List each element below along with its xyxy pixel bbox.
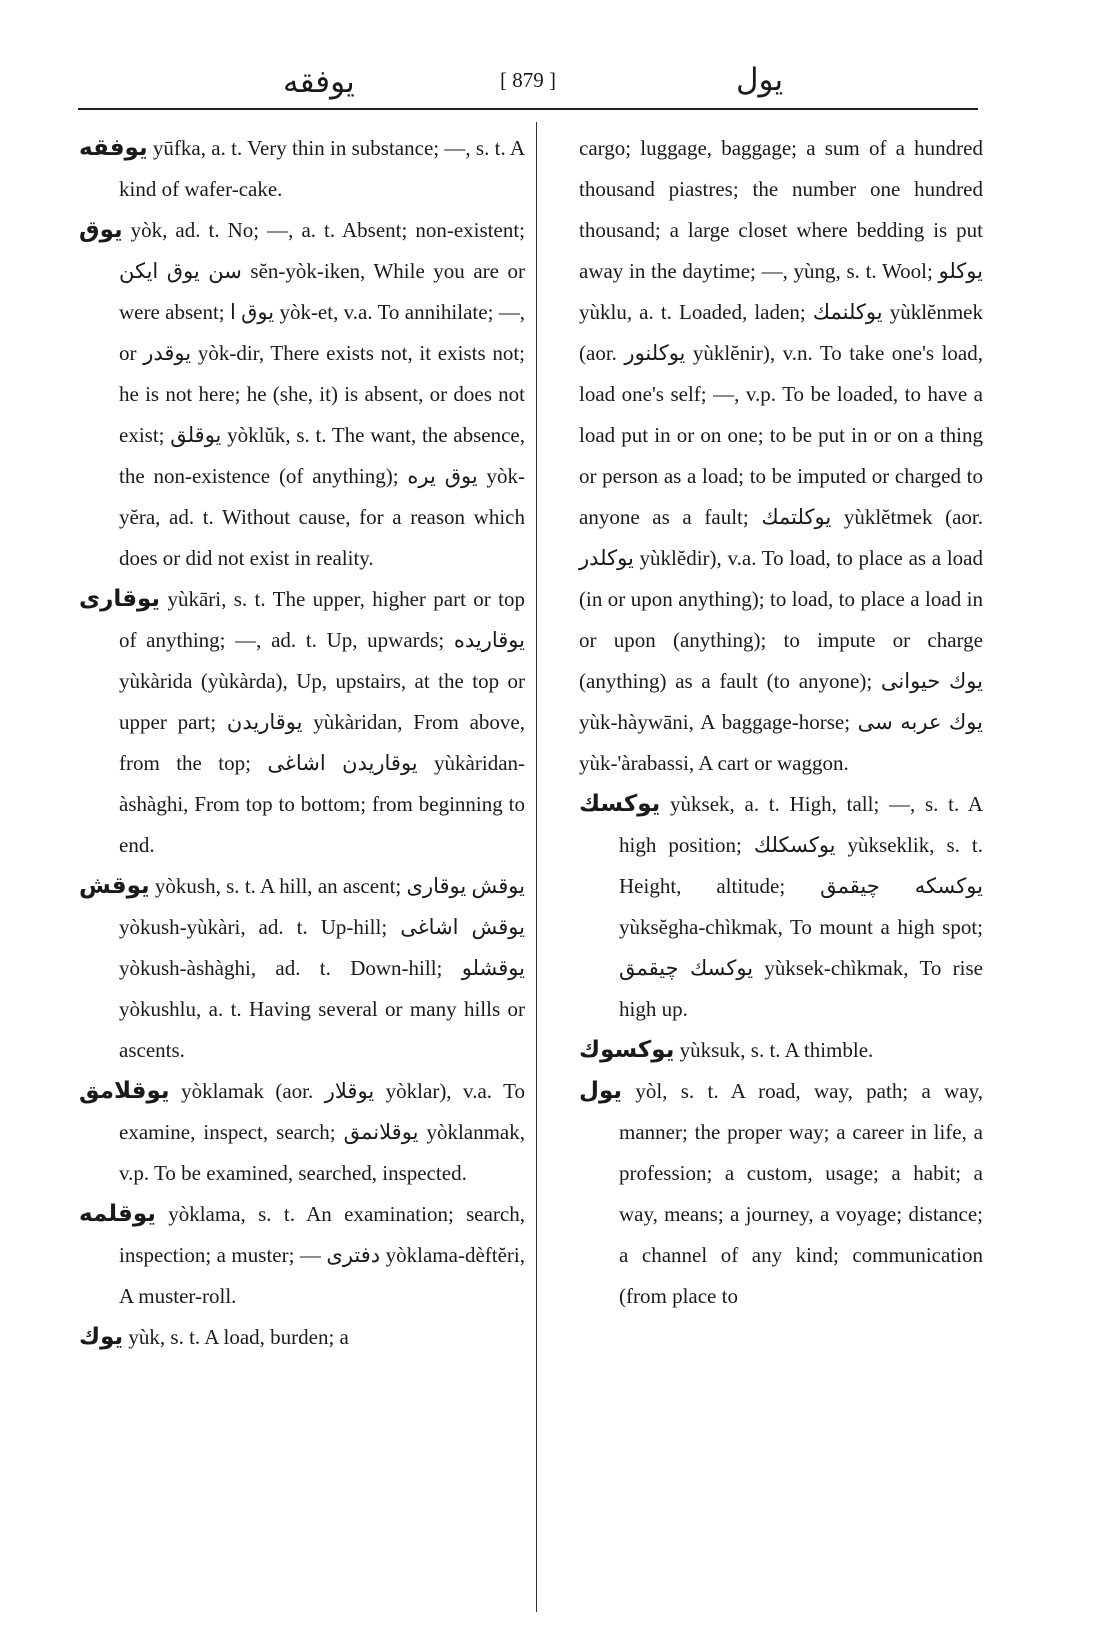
dictionary-entry <box>79 579 525 866</box>
right-column <box>579 128 983 1317</box>
header-right-word: يول <box>736 62 784 98</box>
entry-headword: يوكسوك <box>579 1037 675 1063</box>
entry-headword: يوقلامق <box>79 1078 170 1104</box>
entry-text: yùkāri, s. t. The upper, higher part or top of anything; —, ad. t. Up, upwards; يوقاريده yùkàrida (yùkàrda), Up, upstairs, at the top or upper part; يوقاريدن yùkàridan, From above, from the top; يوقاريدن اشاغى yùkàridan-àshàghi, From top to bottom; from beginning to end. <box>119 587 526 857</box>
dictionary-entry <box>79 1317 525 1358</box>
dictionary-entry <box>579 1071 983 1317</box>
header-rule <box>78 108 978 110</box>
entry-text: yòklama, s. t. An examination; search, inspection; a muster; — دفترى yòklama-dèftĕri, A muster-roll. <box>119 1202 525 1308</box>
entry-headword: يول <box>579 1078 623 1104</box>
dictionary-entry-continued <box>579 128 983 784</box>
entry-headword: يوك <box>79 1324 124 1350</box>
entry-text: yòk, ad. t. No; —, a. t. Absent; non-existent; سن يوق ايكن sĕn-yòk-iken, While you are or were absent; يوق ا yòk-et, v.a. To annihilate; —, or يوقدر yòk-dir, There exists not, it exists not; he is not here; he (she, it) is absent, or does not exist; يوقلق yòklŭk, s. t. The want, the absence, the non-existence (of anything); يوق يره yòk-yĕra, ad. t. Without cause, for a reason which does or did not exist in reality. <box>119 218 526 570</box>
dictionary-entry <box>79 210 525 579</box>
entry-headword: يوقلمه <box>79 1201 156 1227</box>
entry-text: yùksek, a. t. High, tall; —, s. t. A high position; يوكسكلك yùkseklik, s. t. Height, altitude; يوكسكه چيقمق yùksĕgha-chìkmak, To mount a high spot; يوكسك چيقمق yùksek-chìkmak, To rise high up. <box>619 792 984 1021</box>
dictionary-entry <box>79 1071 525 1194</box>
entry-headword: يوق <box>79 217 123 243</box>
page-number: [ 879 ] <box>500 68 556 92</box>
entry-text: cargo; luggage, baggage; a sum of a hundred thousand piastres; the number one hundred thousand; a large closet where bedding is put away in the daytime; —, yùng, s. t. Wool; يوكلو yùklu, a. t. Loaded, laden; يوكلنمك yùklĕnmek (aor. يوكلنور yùklĕnir), v.n. To take one's load, load one's self; —, v.p. To be loaded, to have a load put in or on one; to be put in or on a thing or person as a load; to be imputed or charged to anyone as a fault; يوكلتمك yùklĕtmek (aor. يوكلدر yùklĕdir), v.a. To load, to place as a load (in or upon anything); to load, to place a load in or upon (anything); to impute or charge (anything) as a fault (to anyone); يوك حيوانى yùk-hàywāni, A baggage-horse; يوك عربه سى yùk-'àrabassi, A cart or waggon. <box>579 136 984 775</box>
entry-headword: يوقش <box>79 873 150 899</box>
dictionary-entry <box>579 1030 983 1071</box>
header-left-word: يوفقه <box>283 64 355 100</box>
entry-text: yùksuk, s. t. A thimble. <box>679 1038 874 1062</box>
dictionary-entry <box>79 866 525 1071</box>
entry-text: yūfka, a. t. Very thin in substance; —, s. t. A kind of wafer-cake. <box>119 136 525 201</box>
entry-headword: يوفقه <box>79 135 148 161</box>
entry-headword: يوقارى <box>79 586 161 612</box>
dictionary-entry <box>79 128 525 210</box>
dictionary-entry <box>579 784 983 1030</box>
entry-text: yùk, s. t. A load, burden; a <box>128 1325 349 1349</box>
entry-text: yòklamak (aor. يوقلار yòklar), v.a. To examine, inspect, search; يوقلانمق yòklanmak, v.p. To be examined, searched, inspected. <box>119 1079 526 1185</box>
left-column <box>79 128 525 1358</box>
entry-text: yòl, s. t. A road, way, path; a way, manner; the proper way; a career in life, a profession; a custom, usage; a habit; a way, means; a journey, a voyage; distance; a channel of any kind; communication (from place to <box>619 1079 984 1308</box>
entry-headword: يوكسك <box>579 791 661 817</box>
entry-text: yòkush, s. t. A hill, an ascent; يوقش يوقارى yòkush-yùkàri, ad. t. Up-hill; يوقش اشاغى yòkush-àshàghi, ad. t. Down-hill; يوقشلو yòkushlu, a. t. Having several or many hills or ascents. <box>119 874 526 1062</box>
page-header <box>78 62 978 106</box>
column-divider <box>536 122 537 1612</box>
dictionary-entry <box>79 1194 525 1317</box>
